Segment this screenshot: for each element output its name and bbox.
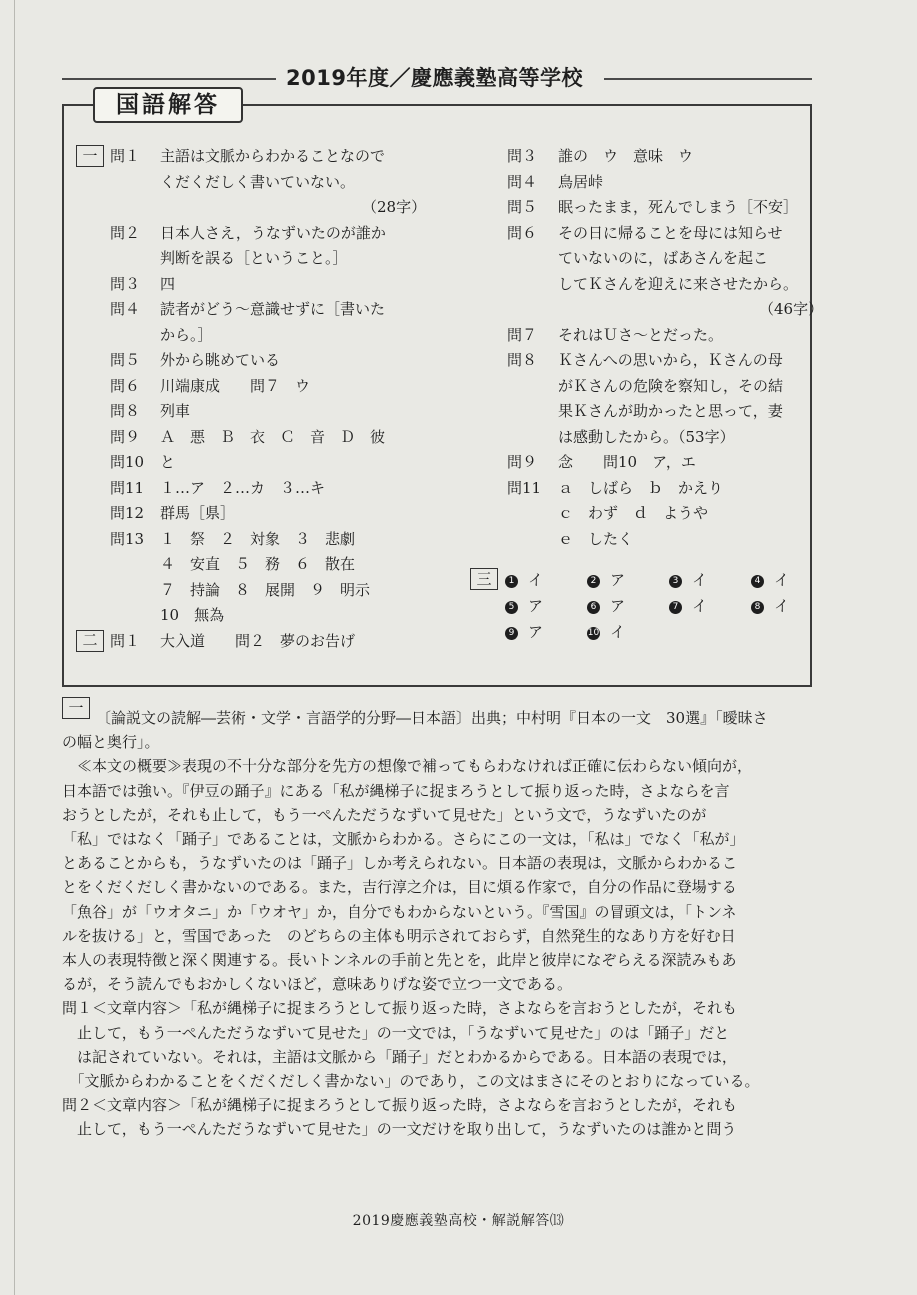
commentary-line: とあることからも，うなずいたのは「踊子」しか考えられない。日本語の表現は，文脈からわかるこ (62, 854, 738, 873)
answer-text: ｅ したく (558, 529, 634, 548)
answer-text: 果Ｋさんが助かったと思って，妻 (558, 402, 783, 420)
question-number: 問３ (507, 147, 538, 165)
answer-text: 誰の ウ 意味 ウ (558, 147, 694, 165)
circled-number-icon: 1 (505, 575, 518, 588)
answer-text: 判断を誤る［ということ。］ (160, 249, 348, 267)
answer-item (505, 570, 543, 590)
section-mark: 一 (76, 145, 104, 167)
answer-text: それはＵさ～とだった。 (558, 325, 724, 344)
commentary-line: 止して，もう一ぺんただうなずいて見せた」の一文だけを取り出して，うなずいたのは誰かと問う (62, 1120, 737, 1139)
page-footer: 2019慶應義塾高校・解説解答⒀ (352, 1213, 565, 1229)
question-number: 問11 (507, 478, 542, 497)
commentary-line: 「文脈からわかることをくだくだしく書かない」のであり，この文はまさにそのとおりになっている。 (62, 1072, 760, 1091)
answer-item (751, 570, 789, 590)
question-number: 問１ (110, 631, 141, 650)
section-mark: 三 (470, 568, 498, 590)
page-title: 2019年度／慶應義塾高等学校 (286, 66, 583, 90)
question-number: 問５ (507, 198, 538, 216)
question-number: 問１ (110, 147, 141, 165)
answer-item (587, 596, 625, 616)
circled-number-icon: 7 (669, 601, 682, 614)
answer-text: ていないのに，ばあさんを起こ (558, 249, 769, 267)
question-number: 問８ (507, 351, 538, 369)
answer-text: くだくだしく書いていない。 (160, 172, 356, 191)
question-number: 問９ (110, 427, 141, 446)
header-rule-right (604, 78, 812, 80)
question-number: 問11 (110, 478, 145, 497)
section-mark: 二 (76, 630, 104, 652)
question-number: 問６ (110, 376, 141, 395)
answer-text: １…ア ２…カ ３…キ (160, 478, 326, 497)
commentary-line: の幅と奥行」。 (62, 733, 160, 752)
answer-text: 眠ったまま，死んでしまう［不安］ (558, 198, 799, 216)
answer-choice: イ (610, 623, 626, 641)
answer-section-tab: 国語解答 (93, 87, 243, 123)
circled-number-icon: 2 (587, 575, 600, 588)
commentary-line: ≪本文の概要≫表現の不十分な部分を先方の想像で補ってもらわなければ正確に伝わらない傾向が， (62, 757, 753, 776)
answer-choice: イ (528, 571, 544, 589)
char-count-note: （46字） (759, 300, 824, 318)
answer-text: 外から眺めている (160, 351, 281, 369)
answer-item (505, 596, 543, 616)
answer-choice: ア (610, 597, 626, 615)
question-number: 問８ (110, 402, 141, 420)
commentary-line: るが，そう読んでもおかしくないほど，意味ありげな姿で立つ一文である。 (62, 975, 573, 994)
question-number: 問４ (507, 172, 538, 191)
circled-number-icon: 5 (505, 601, 518, 614)
commentary-line: 問２＜文章内容＞「私が縄梯子に捉まろうとして振り返った時，さよならを言おうとしたが，それも (62, 1096, 738, 1115)
answer-text: 大入道 問２ 夢のお告げ (160, 631, 356, 650)
circled-number-icon: 3 (669, 575, 682, 588)
commentary-line: ルを抜ける」と，雪国であった のどちらの主体も明示されておらず，自然発生的なあり方を好む日 (62, 926, 736, 945)
answer-text: 日本人さえ，うなずいたのが誰か (160, 223, 386, 242)
question-number: 問５ (110, 351, 141, 369)
answer-text: 鳥居峠 (558, 172, 604, 191)
answer-text: 10 無為 (160, 606, 225, 624)
answer-item (669, 596, 707, 616)
question-number: 問３ (110, 274, 141, 293)
answer-choice: イ (774, 597, 790, 615)
circled-number-icon: 10 (587, 627, 600, 638)
answer-text: と (160, 453, 176, 471)
question-number: 問９ (507, 453, 538, 471)
commentary-line: とをくだくだしく書かないのである。また，吉行淳之介は，目に煩る作家で，自分の作品に登場する (62, 878, 737, 897)
answer-choice: ア (528, 623, 544, 641)
answer-text: がＫさんの危険を察知し，その結 (558, 376, 784, 395)
commentary-line: 問１＜文章内容＞「私が縄梯子に捉まろうとして振り返った時，さよならを言おうとしたが，それも (62, 999, 738, 1018)
answer-choice: イ (692, 571, 708, 589)
answer-text: ｃ わず ｄ ようや (558, 504, 709, 522)
answer-text: 群馬［県］ (160, 504, 236, 522)
commentary-line: 日本語では強い。『伊豆の踊子』にある「私が縄梯子に捉まろうとして振り返った時，さよならを言 (62, 781, 730, 800)
answer-text: 主語は文脈からわかることなので (160, 147, 386, 165)
answer-text: 読者がどう～意識せずに［書いた (160, 300, 386, 318)
answer-text: ４ 安直 ５ 務 ６ 散在 (160, 555, 356, 573)
header-rule-left (62, 78, 276, 80)
answer-text: ａ しばら ｂ かえり (558, 478, 724, 497)
question-number: 問６ (507, 223, 538, 242)
question-number: 問12 (110, 504, 145, 522)
question-number: 問４ (110, 300, 141, 318)
commentary-line: 「魚谷」が「ウオタニ」か「ウオヤ」か，自分でもわからないという。『雪国』の冒頭文は，「トンネ (62, 902, 737, 921)
answer-text: Ｋさんへの思いから，Ｋさんの母 (558, 351, 783, 369)
question-number: 問７ (507, 325, 538, 344)
answer-choice: ア (528, 597, 544, 615)
answer-choice: ア (610, 571, 626, 589)
answer-text: １ 祭 ２ 対象 ３ 悲劇 (160, 529, 356, 548)
page-edge (14, 0, 15, 1295)
commentary-line: おうとしたが，それも止して，もう一ぺんただうなずいて見せた」という文で，うなずいたのが (62, 805, 707, 824)
answer-text: Ａ 悪 Ｂ 衣 Ｃ 音 Ｄ 彼 (160, 427, 386, 446)
question-number: 問13 (110, 529, 145, 548)
commentary-section-mark: 一 (62, 697, 90, 719)
commentary-text (62, 706, 822, 1142)
circled-number-icon: 6 (587, 601, 600, 614)
commentary-line: 本人の表現特徴と深く関連する。長いトンネルの手前と先とを，此岸と彼岸になぞらえる深読みもあ (62, 951, 737, 970)
circled-number-icon: 8 (751, 601, 764, 614)
answer-text: 列車 (160, 402, 191, 420)
answer-choice: イ (692, 597, 708, 615)
answer-item (587, 622, 625, 642)
commentary-line: は記されていない。それは，主語は文脈から「踊子」だとわかるからである。日本語の表現では， (62, 1047, 737, 1066)
circled-number-icon: 4 (751, 575, 764, 588)
circled-number-icon: 9 (505, 627, 518, 640)
answer-text: ７ 持論 ８ 展開 ９ 明示 (160, 580, 371, 599)
commentary-line: 「私」ではなく「踊子」であることは，文脈からわかる。さらにこの一文は，「私は」でなく「私が」 (62, 830, 745, 849)
commentary-line: 〔論説文の読解―芸術・文学・言語学的分野―日本語〕出典；中村明『日本の一文 30選』「曖昧さ (96, 709, 768, 727)
commentary-line: 止して，もう一ぺんただうなずいて見せた」の一文では，「うなずいて見せた」のは「踊子」だと (62, 1023, 730, 1042)
answer-text: は感動したから。（53字） (558, 427, 735, 446)
question-number: 問10 (110, 453, 145, 471)
question-number: 問２ (110, 223, 141, 242)
answer-text: 四 (160, 274, 176, 293)
answer-text: 川端康成 問７ ウ (160, 376, 311, 395)
answer-item (587, 570, 625, 590)
answer-text: してＫさんを迎えに来させたから。 (558, 274, 799, 293)
answer-text: から。］ (160, 325, 213, 344)
answer-text: 念 問10 ア，エ (558, 453, 696, 471)
answer-choice: イ (774, 571, 790, 589)
answer-item (505, 622, 543, 642)
answer-item (669, 570, 707, 590)
answer-text: その日に帰ることを母には知らせ (558, 223, 783, 242)
char-count-note: （28字） (362, 198, 427, 216)
answer-item (751, 596, 789, 616)
